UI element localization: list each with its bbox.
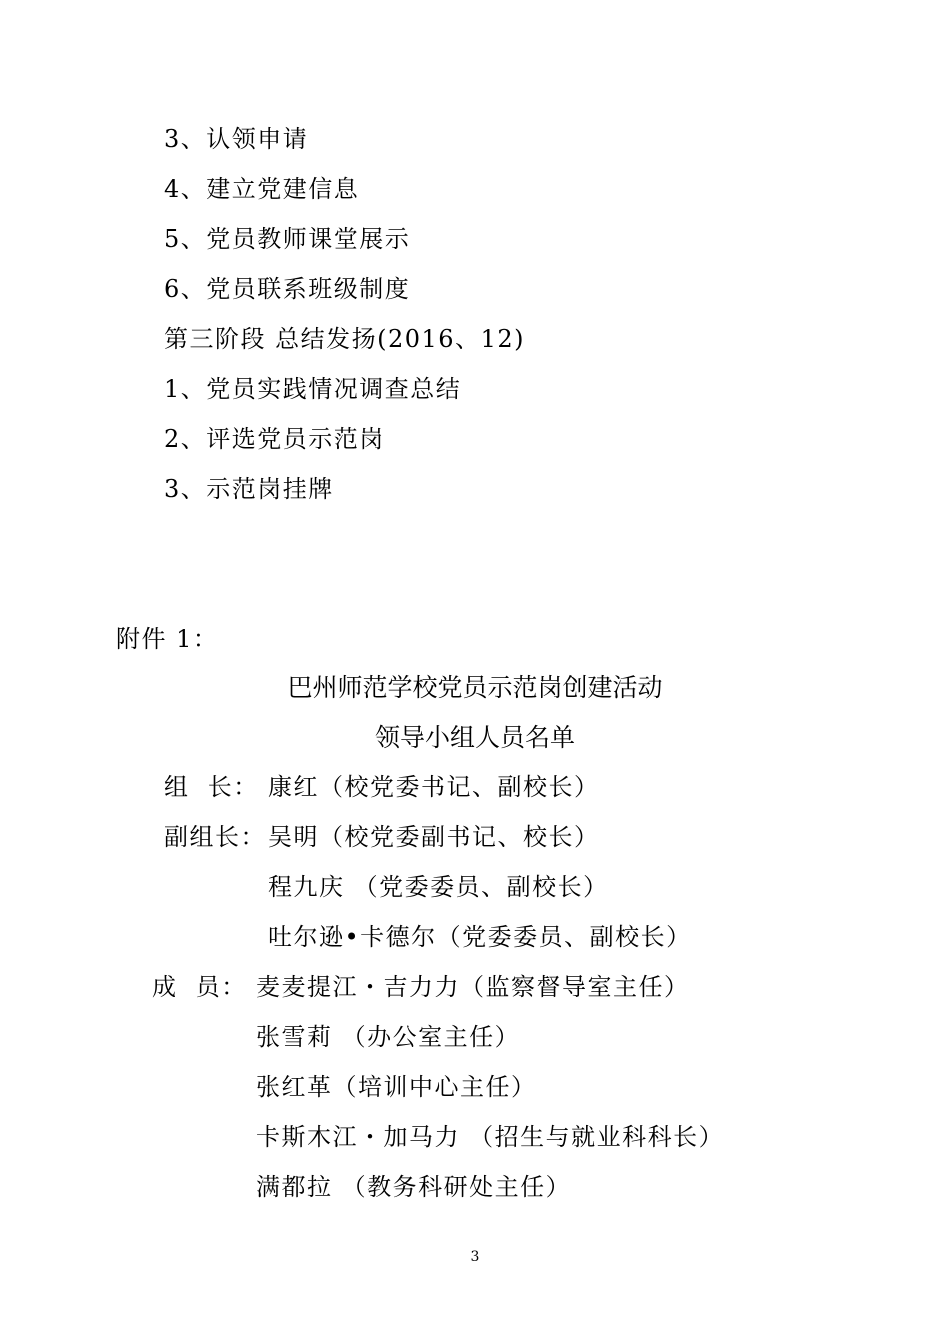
member-entry: 麦麦提江・吉力力（监察督导室主任）: [256, 973, 690, 1001]
deputy-entry: 吐尔逊•卡德尔（党委委员、副校长）: [268, 923, 692, 951]
plan-item-2: 4、建立党建信息: [164, 175, 360, 203]
member-entry: 张雪莉 （办公室主任）: [256, 1023, 521, 1051]
page-number: 3: [470, 1249, 480, 1265]
plan-item-3: 5、党员教师课堂展示: [164, 225, 411, 253]
leader-entry: 康红（校党委书记、副校长）: [268, 773, 600, 801]
attachment-label: 附件 1：: [116, 625, 219, 653]
document-title-line1: 巴州师范学校党员示范岗创建活动: [287, 673, 663, 702]
plan-item-5: 1、党员实践情况调查总结: [164, 375, 462, 403]
plan-item-4: 6、党员联系班级制度: [164, 275, 411, 303]
document-title-line2: 领导小组人员名单: [374, 723, 575, 752]
member-entry: 满都拉 （教务科研处主任）: [256, 1173, 572, 1201]
leader-label: 组 长：: [164, 773, 259, 801]
member-label: 成 员：: [152, 973, 247, 1001]
member-entry: 张红革（培训中心主任）: [256, 1073, 537, 1101]
deputy-entry: 吴明（校党委副书记、校长）: [268, 823, 600, 851]
member-entry: 卡斯木江・加马力 （招生与就业科科长）: [256, 1123, 725, 1151]
plan-item-6: 2、评选党员示范岗: [164, 425, 385, 453]
deputy-label: 副组长：: [164, 823, 266, 851]
plan-item-1: 3、认领申请: [164, 125, 309, 153]
phase-heading: 第三阶段 总结发扬(2016、12): [164, 325, 525, 353]
deputy-entry: 程九庆 （党委委员、副校长）: [268, 873, 609, 901]
plan-item-7: 3、示范岗挂牌: [164, 475, 334, 503]
